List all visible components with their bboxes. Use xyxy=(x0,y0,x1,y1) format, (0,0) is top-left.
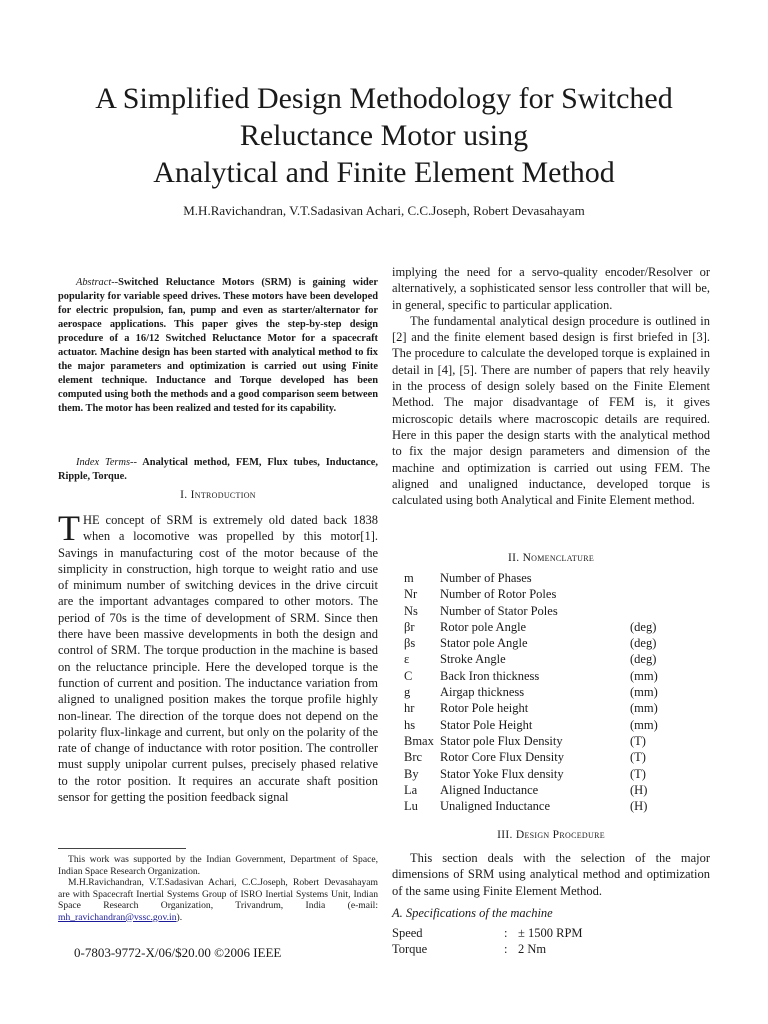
nomenclature-symbol: g xyxy=(404,685,411,700)
specification-separator: : xyxy=(504,926,508,940)
subsection-heading-specifications: A. Specifications of the machine xyxy=(392,906,553,920)
section-title: Introduction xyxy=(190,489,256,501)
nomenclature-description: Aligned Inductance xyxy=(440,782,539,797)
nomenclature-unit: (deg) xyxy=(630,636,657,651)
paper-title xyxy=(40,80,728,191)
footnote-funding: This work was supported by the Indian Government, Department of Space, Indian Space Research Organization. xyxy=(58,854,378,877)
nomenclature-symbol: hs xyxy=(404,717,416,732)
nomenclature-symbol: Lu xyxy=(404,799,418,814)
footnote-affiliation xyxy=(58,877,378,923)
abstract-text: Switched Reluctance Motors (SRM) is gaining wider popularity for variable speed drives. These motors have been developed for electric propulsion, fan, pump and even as starter/alternator for aerospace applications. This paper gives the step-by-step design procedure of a 16/12 Switched Reluctance Motor for a spacecraft actuator. Machine design has been started with analytical method to fix the major parameters and optimization is carried out using Finite element technique. Inductance and Torque developed has been computed using both the methods and a good comparison seem between them. The motor has been realized and tested for its capability. xyxy=(58,277,378,414)
nomenclature-table xyxy=(404,570,658,814)
nomenclature-unit: (mm) xyxy=(630,668,658,683)
nomenclature-unit: (T) xyxy=(630,766,646,781)
design-procedure-paragraph: This section deals with the selection of the major dimensions of SRM using analytical method and optimization of the same using Finite Element Method. xyxy=(392,851,710,898)
section-numeral: I. xyxy=(180,489,191,501)
footnote-affiliation-text: M.H.Ravichandran, V.T.Sadasivan Achari, C.C.Joseph, Robert Devasahayam are with Spacecraft Inertial Systems Group of ISRO Inertial Systems Unit, Indian Space Research Organization, Trivandrum, India (e-mail: xyxy=(58,877,378,911)
title-line: Reluctance Motor using xyxy=(239,119,529,152)
specification-value: ± 1500 RPM xyxy=(518,926,583,940)
nomenclature-symbol: m xyxy=(404,571,414,585)
nomenclature-description: Stator pole Flux Density xyxy=(440,733,563,748)
nomenclature-row xyxy=(404,619,658,635)
nomenclature-unit: (T) xyxy=(630,733,646,748)
section-title: Nomenclature xyxy=(522,552,595,564)
index-terms-lead: Index Terms-- xyxy=(76,457,137,469)
specification-name: Torque xyxy=(392,942,428,957)
nomenclature-row xyxy=(404,586,658,602)
section-title: Design Procedure xyxy=(515,829,605,841)
nomenclature-unit: (deg) xyxy=(630,619,657,634)
nomenclature-description: Rotor pole Angle xyxy=(440,619,527,634)
nomenclature-row xyxy=(404,733,658,749)
nomenclature-row xyxy=(404,635,658,651)
specifications-table xyxy=(392,925,583,958)
section-heading-nomenclature xyxy=(392,552,710,564)
section-numeral: II. xyxy=(507,552,523,564)
nomenclature-symbol: Bmax xyxy=(404,733,434,748)
introduction-body xyxy=(58,508,378,805)
nomenclature-row xyxy=(404,749,658,765)
footnote xyxy=(58,854,378,923)
specification-value: 2 Nm xyxy=(518,942,547,957)
introduction-paragraph xyxy=(58,508,378,805)
index-terms-text: Analytical method, FEM, Flux tubes, Inductance, Ripple, Torque. xyxy=(58,457,378,483)
nomenclature-unit: (deg) xyxy=(630,652,657,667)
nomenclature-symbol: By xyxy=(404,766,419,781)
specification-row xyxy=(392,925,583,941)
nomenclature-symbol: βr xyxy=(404,619,415,634)
nomenclature-row xyxy=(404,766,658,782)
nomenclature-unit: (mm) xyxy=(630,717,658,732)
nomenclature-row xyxy=(404,603,658,619)
specification-name: Speed xyxy=(392,926,423,940)
author-list: M.H.Ravichandran, V.T.Sadasivan Achari, C.C.Joseph, Robert Devasahayam xyxy=(183,203,585,218)
nomenclature-row xyxy=(404,651,658,667)
nomenclature-description: Stator Yoke Flux density xyxy=(440,766,564,781)
nomenclature-symbol: C xyxy=(404,668,413,683)
section-heading-design-procedure xyxy=(392,829,710,841)
nomenclature-row xyxy=(404,684,658,700)
section-heading-introduction xyxy=(58,489,378,501)
design-procedure-body xyxy=(392,850,710,899)
specification-separator: : xyxy=(504,942,508,957)
footnote-rule xyxy=(58,848,186,849)
author-email-link[interactable]: mh_ravichandran@vssc.gov.in xyxy=(58,911,177,923)
nomenclature-row xyxy=(404,717,658,733)
nomenclature-description: Back Iron thickness xyxy=(440,668,540,683)
abstract-lead: Abstract-- xyxy=(76,277,119,289)
nomenclature-symbol: βs xyxy=(404,636,416,651)
nomenclature-description: Stator pole Angle xyxy=(440,636,528,651)
abstract xyxy=(58,276,378,415)
drop-cap: T xyxy=(58,508,80,548)
nomenclature-symbol: ε xyxy=(404,652,410,667)
index-terms xyxy=(58,456,378,484)
nomenclature-symbol: Brc xyxy=(404,750,423,765)
nomenclature-unit: (mm) xyxy=(630,701,658,716)
nomenclature-row xyxy=(404,782,658,798)
introduction-paragraph-2: The fundamental analytical design procedure is outlined in [2] and the finite element based design is first briefed in [3]. The procedure to calculate the developed torque is explained in detail in [4], [5]. There are number of papers that rely heavily in the process of design solely based on the Finite Element Method. The major disadvantage of FEM is, it gives microscopic details where macroscopic details are required. Here in this paper the design starts with the analytical method to fix the major design parameters and dimension of the machine and optimization is carried out using FEM. The aligned and unaligned inductance, developed torque is calculated using both Analytical and Finite Element method. xyxy=(392,313,710,508)
nomenclature-description: Number of Stator Poles xyxy=(440,603,558,618)
nomenclature-description: Number of Rotor Poles xyxy=(440,587,557,602)
nomenclature-row xyxy=(404,798,658,814)
nomenclature-symbol: Nr xyxy=(404,587,418,602)
nomenclature-unit: (mm) xyxy=(630,685,658,700)
title-line: Analytical and Finite Element Method xyxy=(153,156,615,189)
nomenclature-symbol: La xyxy=(404,782,418,797)
ieee-copyright-line: 0-7803-9772-X/06/$20.00 ©2006 IEEE xyxy=(74,945,282,960)
nomenclature-description: Rotor Core Flux Density xyxy=(440,750,564,765)
nomenclature-row xyxy=(404,700,658,716)
title-line: A Simplified Design Methodology for Switched xyxy=(95,82,673,115)
introduction-continued xyxy=(392,264,710,508)
nomenclature-symbol: hr xyxy=(404,701,415,716)
specification-row xyxy=(392,941,583,957)
nomenclature-description: Airgap thickness xyxy=(440,685,525,700)
nomenclature-symbol: Ns xyxy=(404,603,418,618)
nomenclature-unit: (H) xyxy=(630,799,648,814)
nomenclature-row xyxy=(404,668,658,684)
nomenclature-unit xyxy=(630,586,658,602)
introduction-continued-paragraph: implying the need for a servo-quality encoder/Resolver or alternatively, a sophisticated sensor less controller that will be, in general, specific to particular application. xyxy=(392,265,710,312)
nomenclature-unit: (H) xyxy=(630,782,648,797)
introduction-text: HE concept of SRM is extremely old dated back 1838 when a locomotive was propelled by this motor[1]. Savings in manufacturing cost of the motor because of the simplicity in construction, high torque to weight ratio and use of minimum number of switching devices in the drive circuit are the important advantages compared to other motors. The period of 70s is the time of development of SRM. Since then there have been massive developments in both the design and control of SRM. The torque production in the machine is based on the reluctance principle. Here the developed torque is the function of current and position. The inductance variation from aligned to unaligned position makes the torque profile highly non-linear. The direction of the torque does not depend on the polarity flux-linkage and current, but only on the polarity of the rate of change of inductance with rotor position. The controller must supply unipolar current pulses, precisely phased relative to the rotor position. It requires an accurate shaft position sensor for getting the position feedback signal xyxy=(58,513,378,805)
nomenclature-unit xyxy=(630,570,658,586)
nomenclature-description: Unaligned Inductance xyxy=(440,799,551,814)
footnote-affiliation-end: ). xyxy=(176,911,183,923)
nomenclature-description: Rotor Pole height xyxy=(440,701,529,716)
nomenclature-description: Stator Pole Height xyxy=(440,717,533,732)
nomenclature-description: Stroke Angle xyxy=(440,652,506,667)
nomenclature-unit: (T) xyxy=(630,750,646,765)
nomenclature-unit xyxy=(630,603,658,619)
section-numeral: III. xyxy=(497,829,516,841)
nomenclature-row xyxy=(404,570,658,586)
nomenclature-description: Number of Phases xyxy=(440,571,532,585)
